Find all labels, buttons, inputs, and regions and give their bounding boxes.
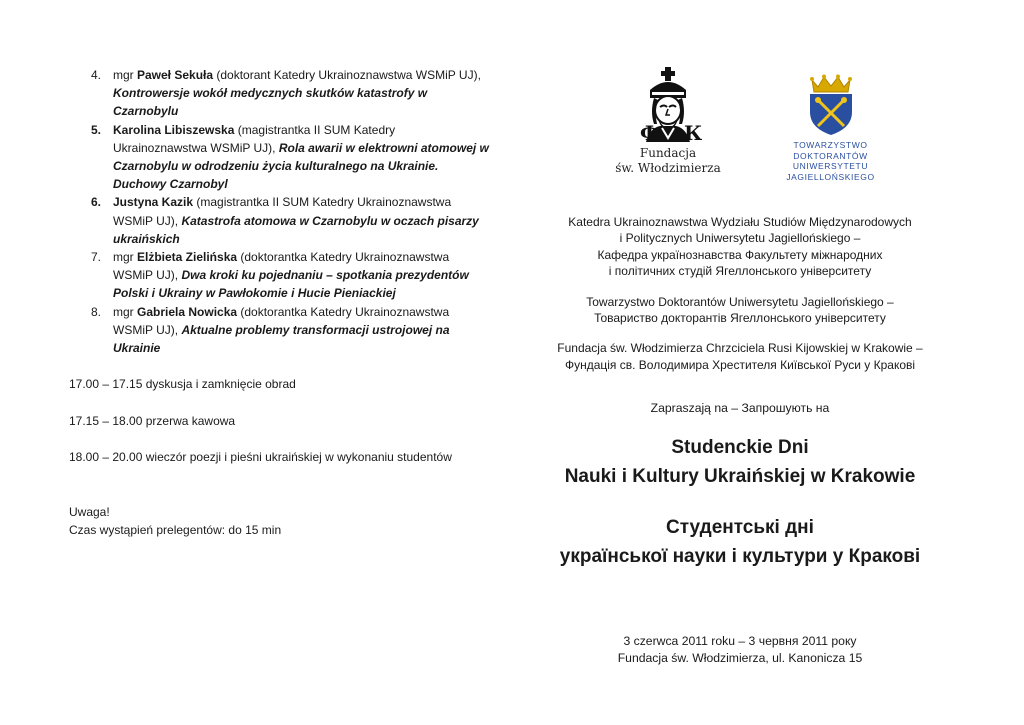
speaker-affiliation: (magistrantka II SUM Katedry Ukrainoznawstwa WSMiP UJ),: [113, 195, 452, 228]
item-text: [113, 248, 489, 303]
organizer-katedra: [540, 214, 940, 280]
organizer-line: i Politycznych Uniwersytetu Jagiellońskiego –: [619, 231, 861, 246]
note: [69, 503, 489, 539]
speaker-name: Gabriela Nowicka: [137, 304, 238, 319]
organizer-line: Фундація св. Володимира Хрестителя Київської Руси у Кракові: [564, 357, 916, 372]
towarzystwo-name-line: JAGIELLOŃSKIEGO: [786, 171, 875, 182]
letter-right: К: [684, 121, 703, 144]
venue-line: Fundacja św. Włodzimierza, ul. Kanonicza 15: [617, 650, 863, 665]
speaker-affiliation: (magistrantka II SUM Katedry Ukrainoznawstwa WSMiP UJ),: [113, 122, 396, 155]
program-item: [69, 248, 489, 303]
towarzystwo-name-line: DOKTORANTÓW: [793, 150, 868, 161]
organizer-line: Towarzystwo Doktorantów Uniwersytetu Jagiellońskiego –: [586, 294, 894, 309]
schedule-entry: 17.15 – 18.00 przerwa kawowa: [69, 413, 236, 428]
item-number: 7.: [91, 250, 102, 265]
fundacja-name-line: Fundacja: [639, 146, 697, 160]
crowned-shield-icon: [804, 74, 858, 136]
organizer-line: Товариство докторантів Ягеллонського університету: [594, 311, 886, 326]
speaker-prefix: mgr: [113, 250, 137, 265]
program-item: [69, 66, 489, 121]
item-number: 5.: [91, 122, 102, 137]
speaker-name: Paweł Sekuła: [137, 68, 214, 82]
speaker-prefix: mgr: [113, 68, 137, 82]
program-item: [69, 121, 489, 194]
item-number: 6.: [91, 195, 102, 210]
towarzystwo-name-line: TOWARZYSTWO: [793, 140, 868, 150]
talk-title: Katastrofa atomowa w Czarnobylu w oczach pisarzy ukraińskich: [113, 213, 479, 246]
talk-title: Kontrowersje wokół medycznych skutków katastrofy w Czarnobylu: [113, 86, 428, 119]
towarzystwo-name: [778, 140, 883, 182]
title-line: Студентські дні: [666, 517, 814, 539]
speaker-name: Karolina Libiszewska: [113, 122, 235, 137]
fundacja-logo: [613, 66, 723, 176]
item-text: [113, 66, 489, 121]
item-text: [113, 303, 489, 358]
letter-left: Ф: [640, 121, 659, 144]
organizer-line: і політичних студій Ягеллонського університету: [608, 264, 872, 279]
invitation-column: [540, 66, 940, 666]
talk-title: Aktualne problemy transformacji ustrojowej na Ukrainie: [113, 322, 450, 356]
speaker-affiliation: (doktorantka Katedry Ukrainoznawstwa WSMiP UJ),: [113, 250, 450, 283]
organizer-line: Fundacja św. Włodzimierza Chrzciciela Rusi Kijowskiej w Krakowie –: [557, 341, 923, 356]
organizer-towarzystwo: [540, 294, 940, 327]
talk-title: Rola awarii w elektrowni atomowej w Czarnobylu w odrodzeniu życia kulturalnego na Ukrainie. Duchowy Czarnobyl: [113, 140, 489, 192]
date-venue: [540, 633, 940, 666]
program-item: [69, 193, 489, 248]
item-number: 8.: [91, 304, 102, 319]
schedule-entry: 18.00 – 20.00 wieczór poezji i pieśni ukraińskiej w wykonaniu studentów: [69, 450, 452, 465]
note-text: Czas wystąpień prelegentów: do 15 min: [69, 522, 282, 537]
logo-row: [540, 66, 940, 196]
speaker-name: Justyna Kazik: [113, 195, 194, 210]
item-text: [113, 121, 489, 194]
speaker-prefix: mgr: [113, 304, 137, 319]
towarzystwo-name-line: UNIWERSYTETU: [792, 161, 869, 171]
schedule: [69, 375, 489, 466]
title-line: Studenckie Dni: [671, 437, 809, 459]
towarzystwo-logo: [778, 74, 883, 182]
event-title-ukrainian: [540, 513, 940, 571]
title-line: Nauki i Kultury Ukraińskiej w Krakowie: [564, 466, 916, 488]
saint-vladimir-icon: [632, 66, 704, 144]
speaker-affiliation: (doktorant Katedry Ukrainoznawstwa WSMiP UJ),: [213, 68, 481, 82]
talk-title: Dwa kroki ku pojednaniu – spotkania prezydentów Polski i Ukrainy w Pawłokomie i Hucie Pieniackiej: [113, 268, 469, 301]
item-number: 4.: [91, 68, 102, 82]
organizer-fundacja: [540, 340, 940, 373]
speaker-affiliation: (doktorantka Katedry Ukrainoznawstwa WSMiP UJ),: [113, 304, 450, 337]
program-item: [69, 303, 489, 358]
date-line: 3 czerwca 2011 roku – 3 червня 2011 року: [623, 634, 857, 649]
schedule-entry: 17.00 – 17.15 dyskusja i zamknięcie obrad: [69, 377, 296, 392]
item-text: [113, 193, 489, 248]
title-line: української науки і культури у Кракові: [559, 546, 921, 568]
speaker-name: Elżbieta Zielińska: [137, 250, 238, 265]
organizer-line: Katedra Ukrainoznawstwa Wydziału Studiów Międzynarodowych: [568, 215, 912, 229]
fundacja-name: [613, 146, 723, 176]
event-title-polish: [540, 433, 940, 491]
program-column: [69, 66, 489, 539]
organizer-line: Кафедра українознавства Факультету міжнародних: [597, 247, 883, 262]
note-heading: Uwaga!: [69, 504, 110, 519]
invite-line: Zapraszają na – Запрошують на: [650, 401, 830, 416]
fundacja-name-line: św. Włodzimierza: [615, 161, 721, 175]
